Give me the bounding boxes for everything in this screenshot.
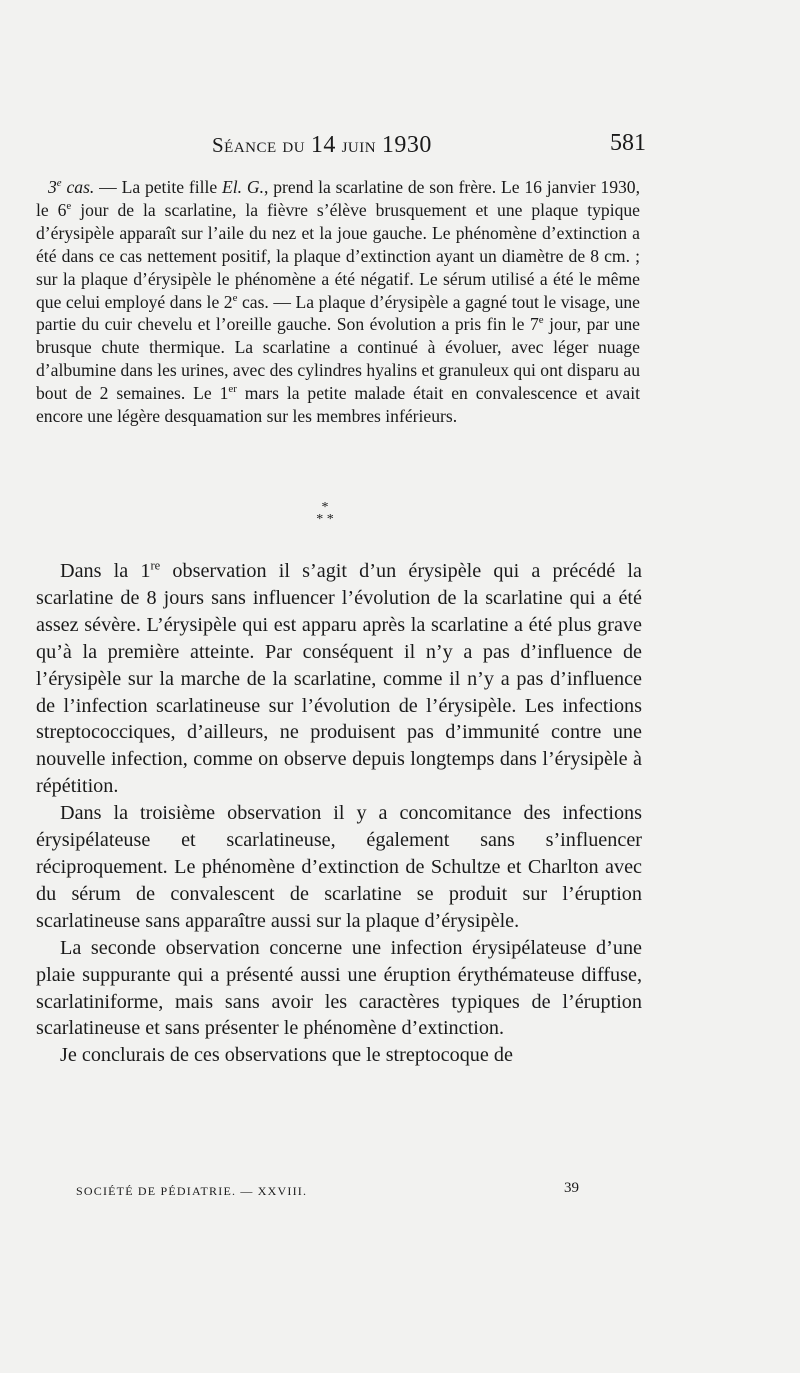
- header-title-month: juin: [335, 133, 382, 157]
- case-text-3: jour de la scarlatine, la fièvre s’élève brusquement et une plaque typique d’érysipèle apparaît sur l’aile du nez et la joue gauche. Le phénomène d’extinction a été dans ce cas nettement positif, la plaque d’extinction ayant un diamètre de 8 cm. ; sur la plaque d’érysipèle le phénomène a été négatif. Le sérum utilisé a été le même que celui employé dans le 2: [36, 199, 640, 312]
- case-text-1: — La petite fille: [94, 177, 223, 197]
- paragraph-1-text-a: Dans la 1: [60, 560, 151, 582]
- discussion-body: [36, 558, 642, 1069]
- paragraph-1-text-b: observation il s’agit d’un érysipèle qui a précédé la scarlatine de 8 jours sans influencer l’évolution de la scarlatine qui a été assez sévère. L’érysipèle qui est apparu après la scarlatine a été plus grave qu’à la première atteinte. Par conséquent il n’y a pas d’influence de l’érysipèle sur la marche de la scarlatine, comme il n’y a pas d’influence de l’infection scarlatineuse sur l’évolution de l’érysipèle. Les infections streptococciques, d’ailleurs, ne produisent pas d’immunité contre une nouvelle infection, comme on observe depuis longtemps dans l’érysipèle à répétition.: [36, 560, 642, 798]
- ordinal-sup: e: [66, 200, 72, 213]
- footer-signature-mark: 39: [564, 1180, 579, 1196]
- running-header: [36, 128, 646, 162]
- case-label-sup: e: [56, 177, 62, 190]
- paragraph-first-observation: [36, 558, 642, 800]
- case-text-5: jour, par une brusque chute thermique. La scarlatine a continué à évoluer, avec léger nuage d’albumine dans les urines, avec des cylindres hyalins et granuleux qui ont disparu au bout de 2 semaines. Le 1: [36, 314, 640, 404]
- patient-name: El. G.: [222, 177, 264, 197]
- asterism-bottom: * *: [316, 512, 334, 527]
- header-title-year: 1930: [381, 132, 432, 158]
- paragraph-second-observation: La seconde observation concerne une infection érysipélateuse d’une plaie suppurante qui a présenté aussi une éruption érythémateuse diffuse, scarlatiniforme, mais sans avoir les caractères typiques de l’éruption scarlatineuse et sans présenter le phénomène d’extinction.: [36, 936, 642, 1040]
- asterism-separator: [310, 502, 340, 532]
- case-label: [48, 177, 94, 197]
- case-paragraph: [36, 176, 640, 428]
- header-title: [212, 132, 432, 159]
- case-text-2: , prend la scarlatine de son frère. Le 16 janvier 1930, le 6: [36, 177, 641, 220]
- ordinal-sup: re: [150, 558, 161, 573]
- page-footer: [36, 1180, 642, 1206]
- ordinal-sup: e: [538, 314, 544, 327]
- paragraph-conclusion: Je conclurais de ces observations que le streptocoque de: [60, 1044, 513, 1067]
- case-text-6: mars la petite malade était en convalescence et avait encore une légère desquamation sur les membres inférieurs.: [36, 383, 640, 427]
- ordinal-sup: er: [228, 383, 237, 396]
- case-label-number: 3: [48, 177, 57, 197]
- page-number: 581: [610, 130, 646, 156]
- case-text-4: cas. — La plaque d’érysipèle a gagné tout le visage, une partie du cuir chevelu et l’oreille gauche. Son évolution a pris fin le 7: [36, 291, 640, 335]
- header-title-prefix: Séance du: [212, 133, 311, 157]
- ordinal-sup: e: [232, 291, 238, 304]
- paragraph-third-observation: Dans la troisième observation il y a concomitance des infections érysipélateuse et scarlatineuse, également sans s’influencer réciproquement. Le phénomène d’extinction de Schultze et Charlton avec du sérum de convalescent de scarlatine se produit sur l’éruption scarlatineuse sans apparaître aussi sur la plaque d’érysipèle.: [36, 802, 642, 932]
- case-label-word: cas.: [61, 177, 95, 197]
- asterism-top: *: [321, 500, 329, 515]
- footer-journal-title: SOCIÉTÉ DE PÉDIATRIE. — XXVIII.: [76, 1184, 308, 1198]
- header-title-day: 14: [310, 132, 336, 158]
